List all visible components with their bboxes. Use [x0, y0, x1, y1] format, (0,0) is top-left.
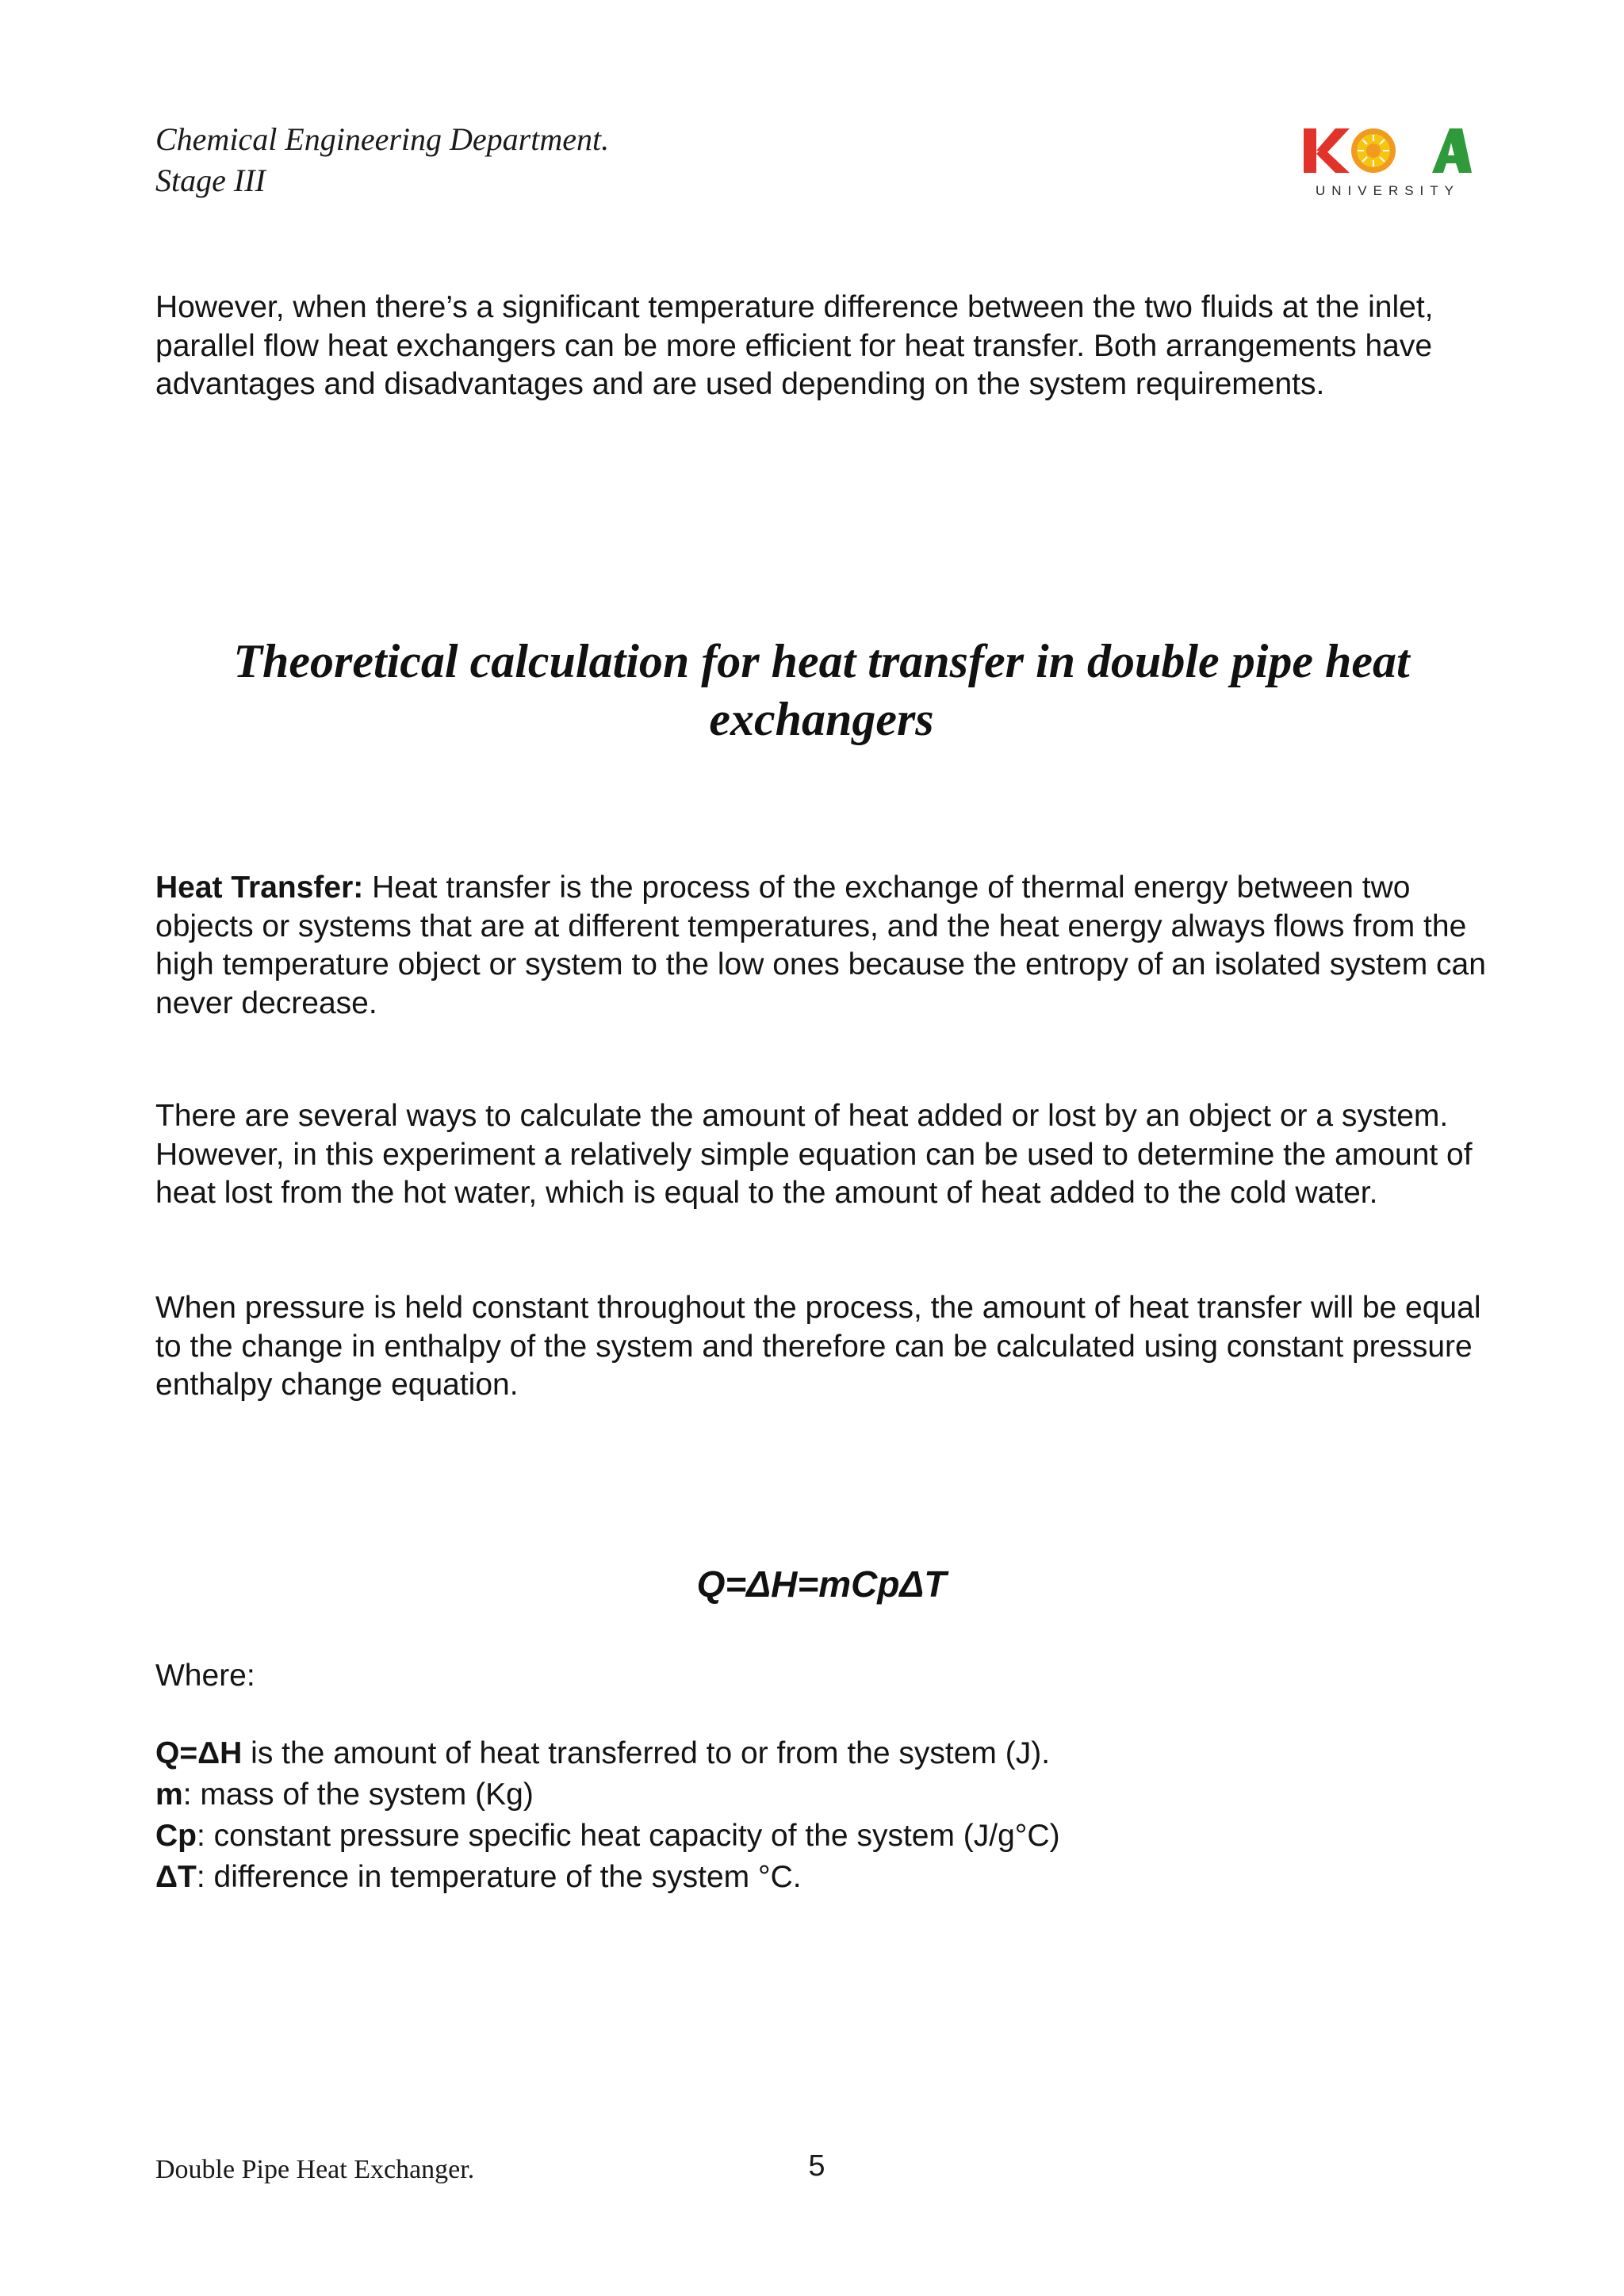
definition-text: is the amount of heat transferred to or from the system (J).: [242, 1736, 1051, 1770]
where-label: Where:: [155, 1659, 255, 1693]
koya-university-logo: [1300, 124, 1475, 203]
pressure-paragraph: When pressure is held constant throughout the process, the amount of heat transfer will be equal to the change in enthalpy of the system and therefore can be calculated using constant pressure enthalpy change equation.: [155, 1291, 1481, 1402]
definition-item: [155, 1857, 1060, 1898]
page-number: 5: [808, 2149, 825, 2183]
definition-symbol: m: [155, 1777, 183, 1812]
intro-paragraph: However, when there’s a significant temperature difference between the two fluids at the inlet, parallel flow heat exchangers can be more efficient for heat transfer. Both arrangements have advantages and disadvantages and are used depending on the system requirements.: [155, 290, 1434, 401]
definition-item: [155, 1733, 1060, 1774]
page-header: [155, 119, 609, 201]
logo-letter-y: [1399, 128, 1435, 173]
heat-transfer-paragraph: [155, 869, 1488, 1023]
heat-transfer-definition: Heat transfer is the process of the exchange of thermal energy between two objects or systems that are at different temperatures, and the heat energy always flows from the high temperature object or system to the low ones because the entropy of an isolated system can never decrease.: [155, 871, 1486, 1020]
logo-subtitle: UNIVERSITY: [1315, 183, 1461, 198]
definition-item: [155, 1816, 1060, 1857]
logo-sun-icon: [1351, 128, 1396, 173]
logo-letter-k: [1304, 128, 1350, 173]
department-name: Chemical Engineering Department.: [155, 121, 610, 157]
definition-symbol: Cp: [155, 1819, 197, 1853]
definition-text: : difference in temperature of the system °C.: [196, 1860, 802, 1894]
logo-letter-a: [1432, 128, 1472, 173]
definition-item: [155, 1774, 1060, 1816]
stage-label: Stage III: [155, 163, 266, 198]
definition-symbol: ΔT: [155, 1860, 197, 1894]
heat-transfer-term: Heat Transfer:: [155, 871, 364, 905]
definition-text: : constant pressure specific heat capacity of the system (J/g°C): [197, 1819, 1060, 1853]
definition-symbol: Q=ΔH: [155, 1736, 243, 1770]
methods-paragraph: There are several ways to calculate the amount of heat added or lost by an object or a system. However, in this experiment a relatively simple equation can be used to determine the amount of heat lost from the hot water, which is equal to the amount of heat added to the cold water.: [155, 1099, 1473, 1210]
variable-definitions: [155, 1733, 1060, 1898]
definition-text: : mass of the system (Kg): [182, 1777, 534, 1812]
section-heading: Theoretical calculation for heat transfer in double pipe heat exchangers: [233, 635, 1410, 745]
footer-title: Double Pipe Heat Exchanger.: [155, 2155, 475, 2184]
heat-equation: Q=ΔH=mCpΔT: [696, 1563, 947, 1605]
